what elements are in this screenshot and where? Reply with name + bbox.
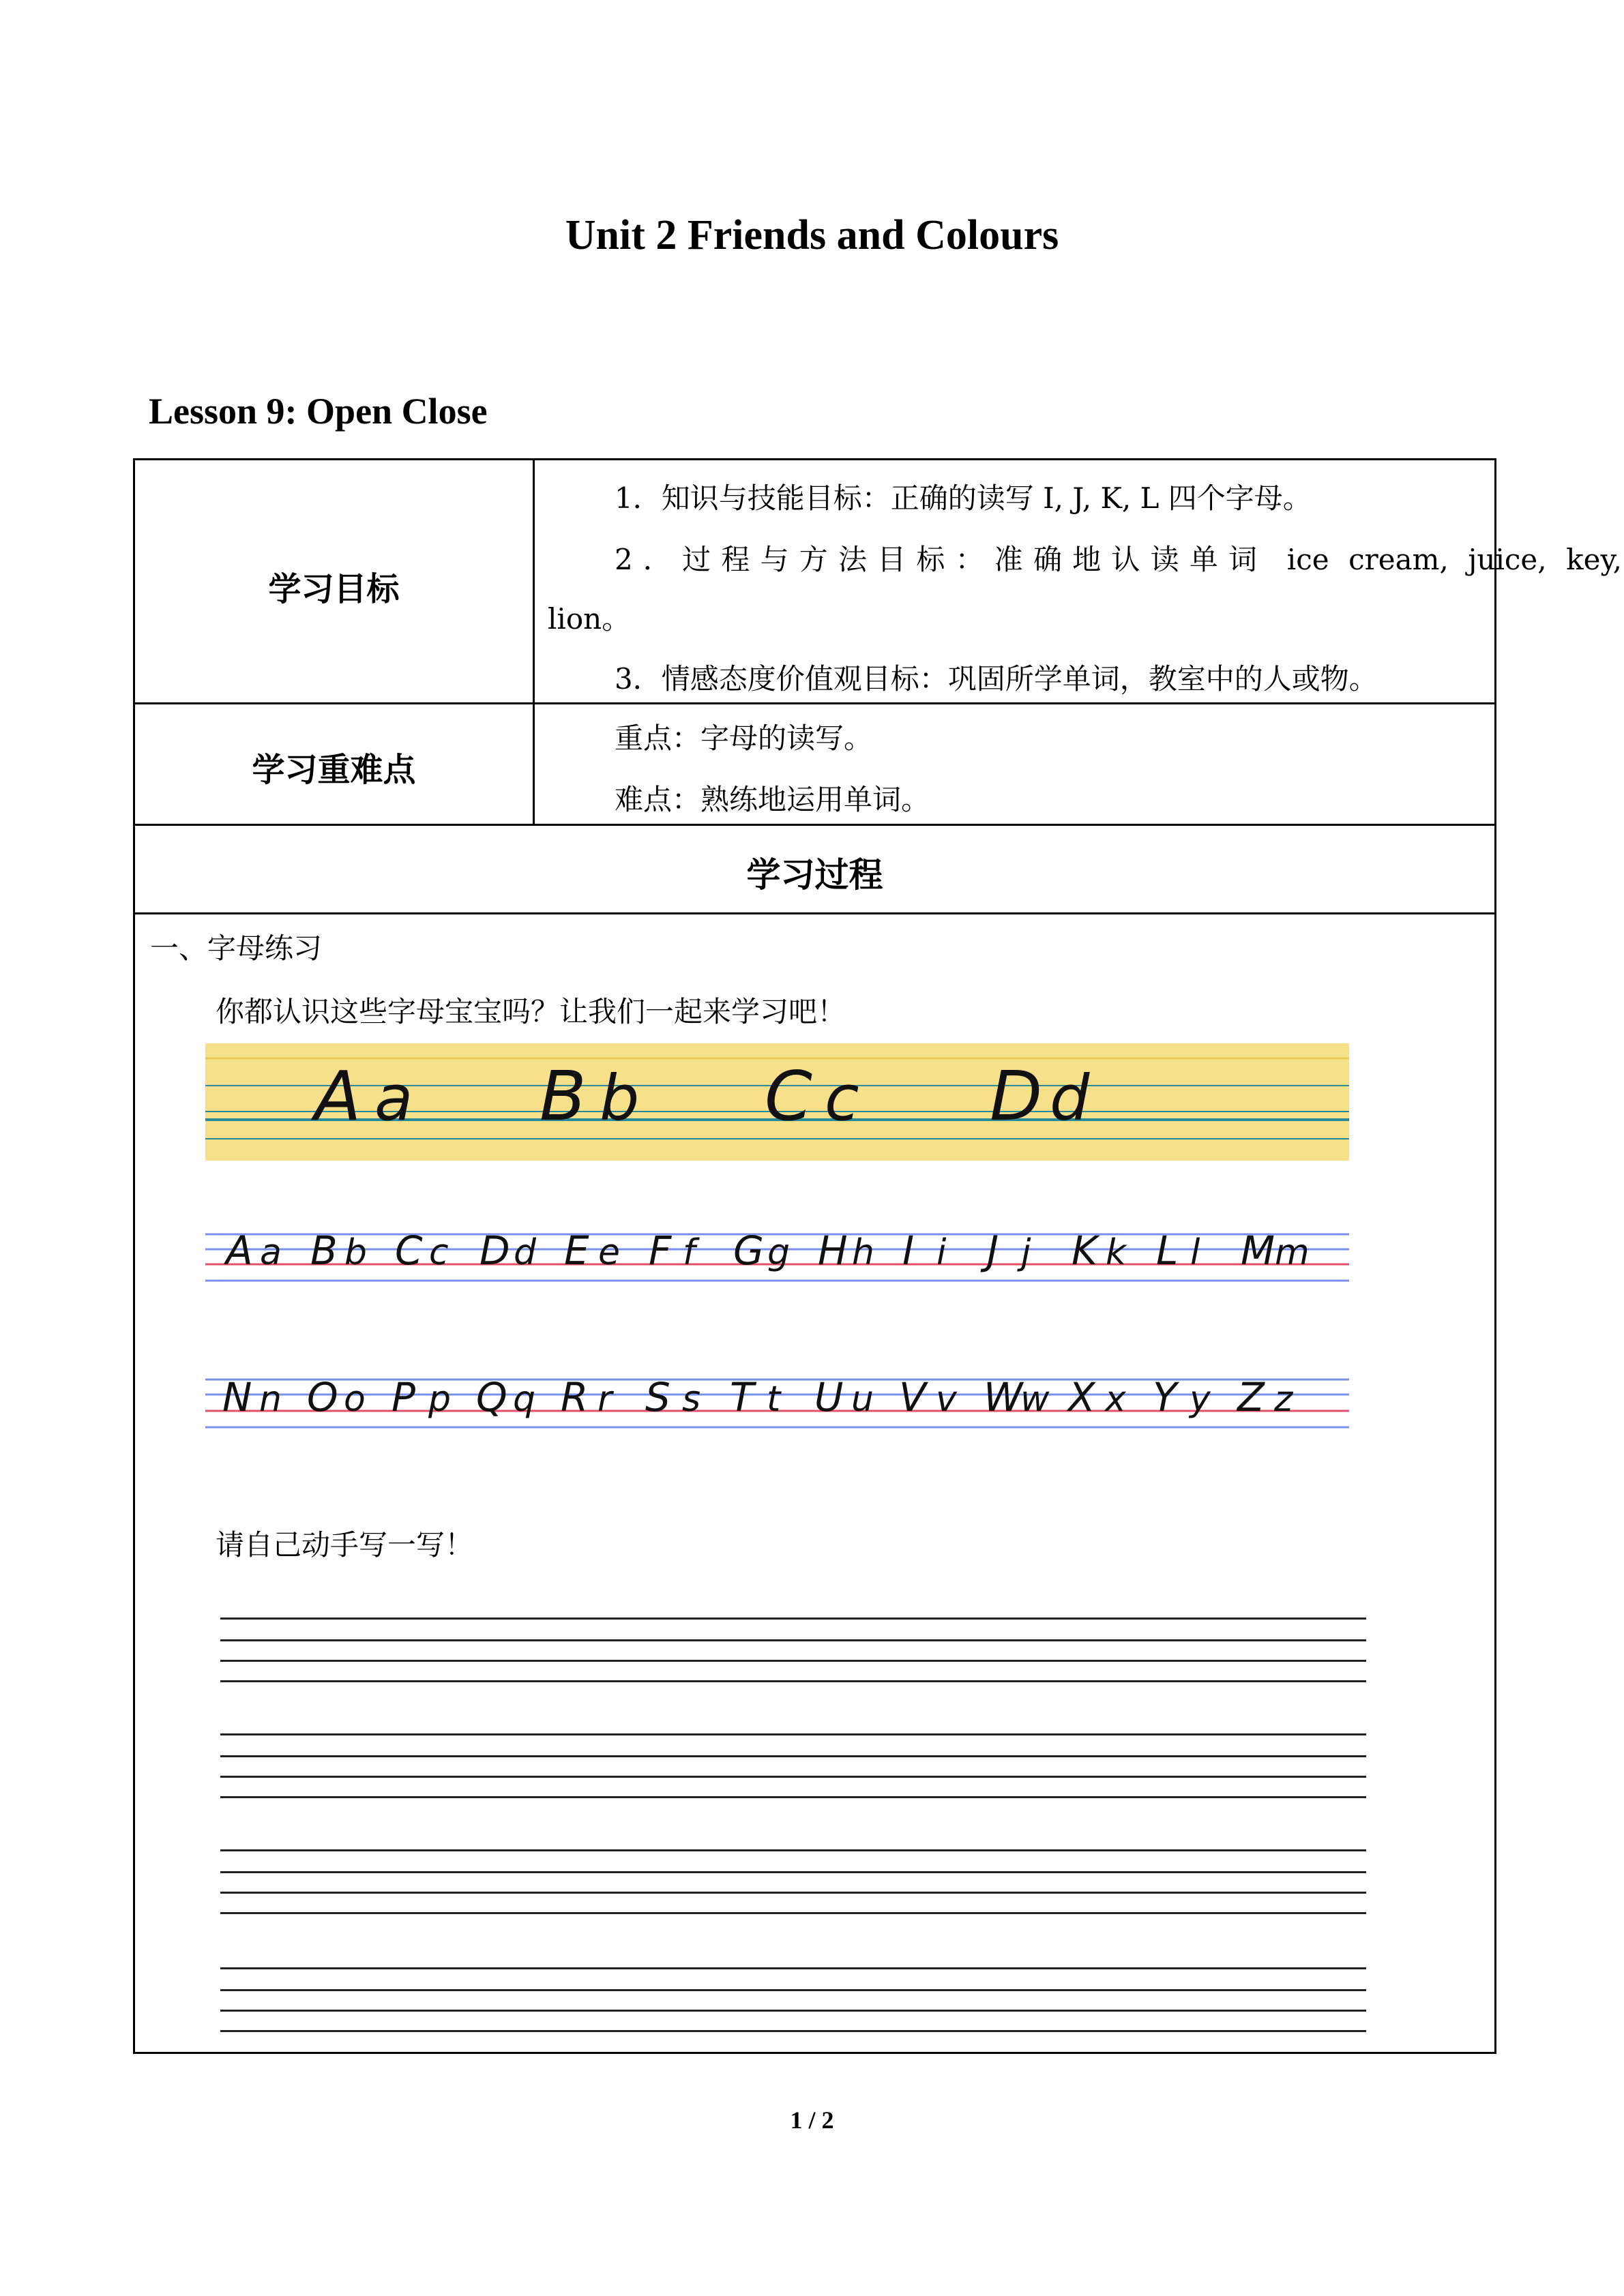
writing-line-group[interactable] (220, 1733, 1366, 1802)
writing-line (220, 1912, 1366, 1914)
goals-label: 学习目标 (268, 570, 400, 608)
alphabet-letter-lower: d (1050, 1062, 1090, 1135)
alphabet-letter-upper: Z (1237, 1374, 1265, 1420)
alphabet-letter-upper: F (649, 1227, 672, 1274)
writing-line (220, 1849, 1366, 1851)
alphabet-letter-lower: n (259, 1379, 282, 1420)
alphabet-letter-lower: c (825, 1062, 859, 1135)
alphabet-letter-lower: j (1021, 1232, 1031, 1273)
writing-line (220, 2010, 1366, 2012)
alphabet-letter-lower: i (936, 1232, 947, 1273)
lesson-title: Lesson 9: Open Close (149, 391, 488, 432)
key-point-difficulty: 难点：熟练地运用单词。 (615, 783, 930, 816)
writing-line (220, 1617, 1366, 1620)
alphabet-letter-lower: v (936, 1379, 957, 1420)
alphabet-letter-lower: g (767, 1232, 791, 1273)
column-divider (533, 460, 535, 702)
alphabet-letter-upper: L (1156, 1227, 1179, 1274)
alphabet-letter-upper: J (987, 1227, 999, 1274)
goal-item-2-line-1: 2．过程与方法目标：准确地认读单词 ice cream, juice, key, (615, 543, 1622, 576)
alphabet-letter-lower: q (513, 1379, 536, 1420)
alphabet-letter-upper: H (818, 1227, 848, 1274)
alphabet-letter-upper: D (479, 1227, 510, 1274)
alphabet-letter-upper: K (1072, 1227, 1098, 1274)
alphabet-strip-n-to-z (205, 1365, 1349, 1440)
strip-letters (222, 1374, 1294, 1420)
alphabet-letter-upper: A (314, 1056, 361, 1136)
alphabet-letter-upper: N (222, 1374, 252, 1420)
alphabet-letter-upper: M (1241, 1227, 1275, 1274)
goal-item-3: 3．情感态度价值观目标：巩固所学单词，教室中的人或物。 (615, 662, 1378, 696)
writing-line-group[interactable] (220, 1849, 1366, 1918)
column-divider (533, 702, 535, 824)
alphabet-letter-lower: l (1190, 1232, 1200, 1273)
alphabet-letter-upper: W (984, 1374, 1023, 1420)
alphabet-strip-large (205, 1043, 1349, 1161)
alphabet-letter-lower: z (1274, 1379, 1293, 1420)
writing-line (220, 2030, 1366, 2032)
alphabet-letter-upper: V (899, 1374, 926, 1420)
writing-line (220, 1680, 1366, 1682)
alphabet-letter-upper: S (645, 1374, 670, 1420)
practice-prompt: 请自己动手写一写！ (216, 1528, 474, 1562)
row-divider (135, 912, 1494, 914)
section-1-title: 一、字母练习 (150, 931, 323, 965)
alphabet-letter-lower: t (767, 1379, 781, 1420)
writing-line (220, 1660, 1366, 1662)
alphabet-letter-upper: O (307, 1374, 338, 1420)
alphabet-letter-lower: r (597, 1379, 612, 1420)
alphabet-letter-lower: b (600, 1062, 640, 1135)
alphabet-letter-lower: a (260, 1232, 282, 1273)
key-point-focus: 重点：字母的读写。 (615, 721, 873, 755)
alphabet-letter-upper: C (765, 1056, 812, 1136)
page-number: 1 / 2 (790, 2106, 834, 2134)
key-points-label: 学习重难点 (252, 751, 416, 789)
alphabet-letter-lower: p (428, 1379, 452, 1420)
goal-item-1: 1．知识与技能目标：正确的读写 I, J, K, L 四个字母。 (615, 481, 1312, 515)
writing-line (220, 1733, 1366, 1735)
alphabet-letter-lower: y (1190, 1379, 1211, 1420)
writing-line (220, 1892, 1366, 1894)
process-heading: 学习过程 (746, 855, 883, 895)
alphabet-letter-upper: R (561, 1374, 589, 1420)
alphabet-letter-lower: a (374, 1062, 413, 1135)
alphabet-letter-lower: k (1106, 1232, 1127, 1273)
alphabet-letter-upper: A (226, 1227, 253, 1274)
writing-line (220, 1796, 1366, 1798)
alphabet-letter-lower: c (429, 1232, 449, 1273)
alphabet-letter-lower: d (514, 1232, 537, 1273)
alphabet-letter-lower: h (852, 1232, 874, 1273)
alphabet-letter-lower: f (683, 1232, 696, 1273)
alphabet-letter-upper: D (990, 1056, 1043, 1136)
alphabet-letter-upper: C (395, 1227, 423, 1274)
alphabet-intro: 你都认识这些字母宝宝吗？让我们一起来学习吧！ (216, 995, 846, 1028)
writing-line-group[interactable] (220, 1617, 1366, 1686)
alphabet-letter-upper: E (564, 1227, 589, 1274)
alphabet-letter-lower: w (1020, 1379, 1050, 1420)
alphabet-letter-upper: Q (476, 1374, 507, 1420)
alphabet-letter-lower: b (344, 1232, 368, 1273)
lesson-table (133, 458, 1622, 2054)
alphabet-letter-upper: T (730, 1374, 754, 1420)
writing-line (220, 1989, 1366, 1991)
writing-line (220, 1871, 1366, 1873)
alphabet-letter-upper: X (1068, 1374, 1095, 1420)
alphabet-letter-upper: B (310, 1227, 338, 1274)
row-divider (135, 824, 1494, 826)
alphabet-letter-upper: I (902, 1227, 915, 1274)
alphabet-letter-lower: m (1275, 1232, 1310, 1273)
goal-item-2-line-2: lion。 (548, 602, 631, 636)
writing-line (220, 1755, 1366, 1757)
alphabet-letter-upper: P (392, 1374, 415, 1420)
writing-line-group[interactable] (220, 1967, 1366, 2036)
writing-line (220, 1776, 1366, 1778)
alphabet-letter-lower: u (851, 1379, 874, 1420)
alphabet-letter-lower: x (1105, 1379, 1126, 1420)
document-title: Unit 2 Friends and Colours (565, 212, 1059, 258)
alphabet-letter-upper: Y (1153, 1374, 1177, 1420)
alphabet-letter-lower: e (598, 1232, 620, 1273)
alphabet-letter-upper: G (733, 1227, 764, 1274)
alphabet-letter-upper: B (540, 1056, 587, 1136)
alphabet-letter-upper: U (814, 1374, 844, 1420)
writing-line (220, 1967, 1366, 1969)
row-divider (135, 702, 1494, 704)
alphabet-strip-a-to-m (205, 1221, 1349, 1289)
alphabet-letter-lower: s (682, 1379, 701, 1420)
writing-line (220, 1639, 1366, 1641)
alphabet-letter-lower: o (344, 1379, 366, 1420)
